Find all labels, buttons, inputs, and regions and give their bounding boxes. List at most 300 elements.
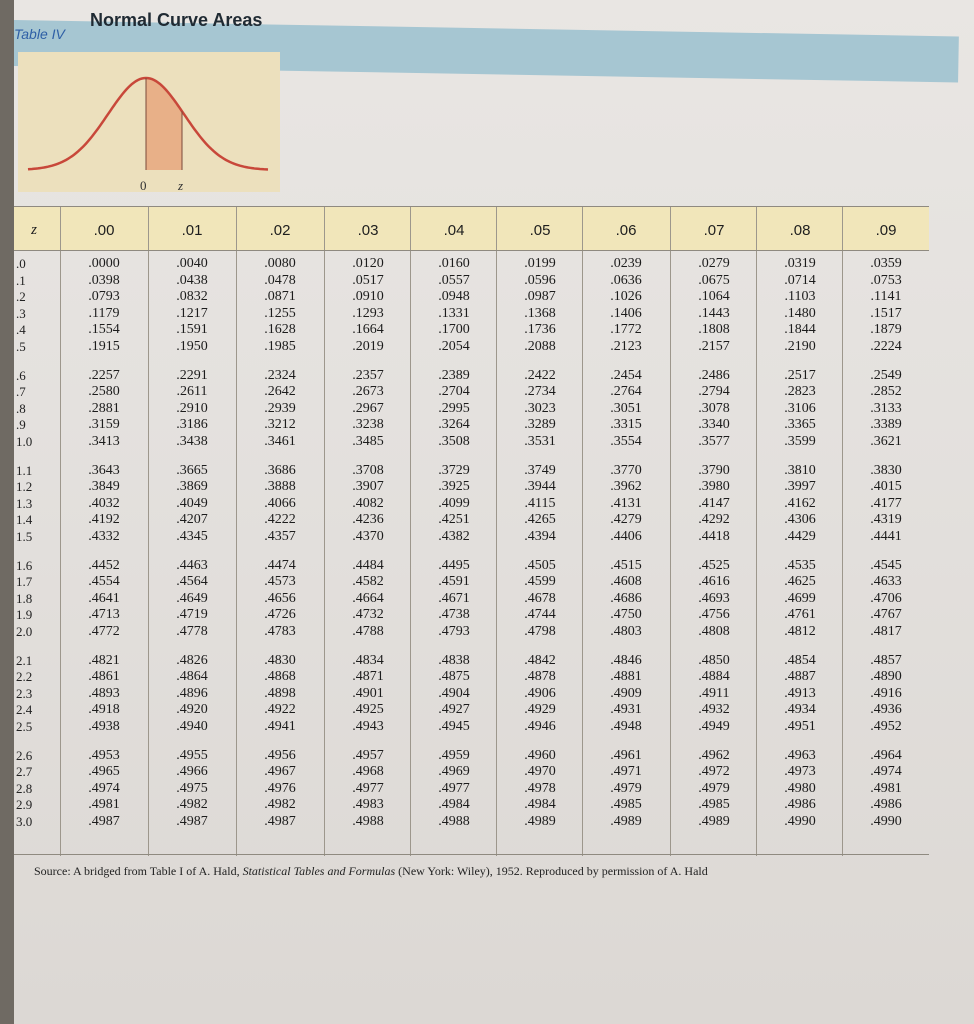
table-cell: .4887 [784,669,816,685]
table-cell: .2357 [352,367,384,383]
table-cell: .4319 [870,512,902,528]
z-value: .5 [16,339,26,354]
table-cell: .4970 [524,764,556,780]
z-value: 2.1 [16,652,33,668]
table-cell: .4890 [870,669,902,685]
table-cell: .4940 [176,719,208,734]
column-header: .08 [789,222,811,239]
table-cell: .3599 [784,434,816,449]
table-cell: .4738 [438,607,470,623]
table-cell: .3830 [870,462,902,478]
table-cell: .0080 [264,256,296,271]
table-cell: .4974 [88,780,120,796]
table-cell: .4706 [870,590,902,606]
table-cell: .4982 [176,797,208,813]
z-value: 1.0 [16,434,33,449]
table-cell: .4772 [88,624,120,639]
table-cell: .3888 [264,479,296,495]
table-cell: .4750 [610,607,642,623]
table-cell: .4981 [88,797,120,813]
table-cell: .4884 [698,669,730,685]
table-cell: .4713 [88,607,120,623]
table-cell: .1664 [352,322,384,338]
table-cell: .4830 [264,652,296,668]
table-cell: .4969 [438,764,470,780]
table-cell: .4979 [698,780,730,796]
table-cell: .4871 [352,669,384,685]
table-cell: .1406 [610,305,642,321]
table-cell: .4554 [88,574,120,590]
z-value: 2.4 [16,702,33,718]
table-cell: .4394 [524,529,556,544]
table-cell: .3212 [264,417,296,433]
table-cell: .4850 [698,652,730,668]
table-cell: .4963 [784,747,816,763]
table-cell: .4909 [610,685,642,701]
table-cell: .2734 [524,384,556,400]
table-cell: .4982 [264,797,296,813]
table-cell: .4207 [176,512,208,528]
table-cell: .4949 [698,719,730,734]
normal-curve-graphic [18,52,280,192]
normal-curve-table [14,206,929,856]
table-cell: .3708 [352,462,384,478]
column-header: .03 [357,222,379,239]
table-cell: .2517 [784,367,816,383]
table-cell: .4726 [264,607,296,623]
column-header: .02 [269,222,291,239]
table-cell: .4147 [698,495,730,511]
z-value: .6 [16,367,26,383]
table-cell: .4901 [352,685,384,701]
table-cell: .4987 [264,814,296,829]
table-cell: .1915 [88,339,120,354]
table-cell: .3810 [784,462,816,478]
table-cell: .4945 [438,719,470,734]
table-cell: .2549 [870,367,902,383]
table-cell: .3461 [264,434,296,449]
table-cell: .4599 [524,574,556,590]
z-value: 1.9 [16,607,33,623]
table-cell: .4922 [264,702,296,718]
table-cell: .0000 [88,256,120,271]
table-cell: .4854 [784,652,816,668]
table-cell: .1368 [524,305,556,321]
table-cell: .4904 [438,685,470,701]
column-divider [670,206,671,856]
table-cell: .2454 [610,367,642,383]
table-cell: .1293 [352,305,384,321]
table-cell: .4968 [352,764,384,780]
z-value: 1.2 [16,479,33,495]
table-cell: .1443 [698,305,730,321]
z-value: .0 [16,256,26,271]
table-cell: .4974 [870,764,902,780]
table-cell: .4857 [870,652,902,668]
table-cell: .0239 [610,256,642,271]
table-cell: .3106 [784,400,816,416]
table-cell: .4846 [610,652,642,668]
zero-label: 0 [140,178,147,193]
table-cell: .1103 [784,289,816,305]
column-header: .07 [703,222,725,239]
table-cell: .4985 [610,797,642,813]
table-cell: .4649 [176,590,208,606]
table-cell: .4099 [438,495,470,511]
table-cell: .2019 [352,339,384,354]
table-cell: .4693 [698,590,730,606]
table-cell: .4989 [610,814,642,829]
table-cell: .4582 [352,574,384,590]
table-cell: .4616 [698,574,730,590]
table-cell: .2088 [524,339,556,354]
table-cell: .2642 [264,384,296,400]
table-cell: .3485 [352,434,384,449]
column-header: .05 [529,222,551,239]
table-cell: .1217 [176,305,208,321]
z-value: 1.5 [16,529,33,544]
table-cell: .4959 [438,747,470,763]
column-header: .06 [615,222,637,239]
table-cell: .4495 [438,557,470,573]
table-cell: .3438 [176,434,208,449]
table-cell: .0160 [438,256,470,271]
z-label: z [178,178,184,193]
table-cell: .4978 [524,780,556,796]
column-divider [496,206,497,856]
table-cell: .0040 [176,256,208,271]
table-cell: .0987 [524,289,556,305]
table-cell: .4641 [88,590,120,606]
column-header: .04 [443,222,465,239]
table-cell: .4767 [870,607,902,623]
column-divider [842,206,843,856]
table-cell: .0596 [524,272,556,288]
table-cell: .3023 [524,400,556,416]
table-cell: .4961 [610,747,642,763]
z-value: 2.6 [16,747,33,763]
table-cell: .1554 [88,322,120,338]
table-cell: .4082 [352,495,384,511]
table-cell: .3849 [88,479,120,495]
table-cell: .4971 [610,764,642,780]
z-value: 2.5 [16,719,33,734]
table-cell: .4979 [610,780,642,796]
table-cell: .2324 [264,367,296,383]
table-cell: .4989 [698,814,730,829]
table-cell: .0675 [698,272,730,288]
table-cell: .1879 [870,322,902,338]
table-cell: .4826 [176,652,208,668]
table-cell: .4834 [352,652,384,668]
z-value: 2.9 [16,797,33,813]
table-cell: .4983 [352,797,384,813]
table-cell: .3729 [438,462,470,478]
z-value: 1.4 [16,512,33,528]
table-cell: .4406 [610,529,642,544]
normal-curve-figure [18,52,280,192]
table-cell: .4370 [352,529,384,544]
table-cell: .4962 [698,747,730,763]
table-cell: .4793 [438,624,470,639]
table-cell: .3159 [88,417,120,433]
table-cell: .4990 [784,814,816,829]
z-value: .7 [16,384,26,400]
table-cell: .4686 [610,590,642,606]
table-cell: .2123 [610,339,642,354]
table-cell: .4967 [264,764,296,780]
table-cell: .4192 [88,512,120,528]
column-divider [324,206,325,856]
table-cell: .4881 [610,669,642,685]
table-cell: .3078 [698,400,730,416]
column-header: .01 [181,222,203,239]
table-cell: .4049 [176,495,208,511]
table-cell: .2422 [524,367,556,383]
table-cell: .3962 [610,479,642,495]
table-cell: .2257 [88,367,120,383]
table-cell: .4719 [176,607,208,623]
table-cell: .4236 [352,512,384,528]
column-divider [582,206,583,856]
table-cell: .4515 [610,557,642,573]
table-cell: .0832 [176,289,208,305]
table-cell: .4474 [264,557,296,573]
column-divider [60,206,61,856]
table-cell: .3621 [870,434,902,449]
table-cell: .3686 [264,462,296,478]
table-cell: .4932 [698,702,730,718]
table-cell: .3577 [698,434,730,449]
z-value: 3.0 [16,814,33,829]
z-value: 2.7 [16,764,33,780]
z-value: .9 [16,417,26,433]
table-cell: .4817 [870,624,902,639]
table-cell: .4345 [176,529,208,544]
table-cell: .1950 [176,339,208,354]
table-cell: .4943 [352,719,384,734]
z-value: 2.3 [16,685,33,701]
table-cell: .2704 [438,384,470,400]
z-value: 2.0 [16,624,33,639]
table-cell: .3238 [352,417,384,433]
table-cell: .4633 [870,574,902,590]
table-label: Table IV [14,26,65,42]
table-cell: .4988 [352,814,384,829]
table-cell: .4975 [176,780,208,796]
table-top-rule [14,206,929,207]
table-cell: .4868 [264,669,296,685]
table-cell: .1255 [264,305,296,321]
table-cell: .4986 [870,797,902,813]
table-cell: .4783 [264,624,296,639]
table-cell: .4222 [264,512,296,528]
table-cell: .4864 [176,669,208,685]
z-value: 1.6 [16,557,33,573]
table-cell: .4976 [264,780,296,796]
table-cell: .4732 [352,607,384,623]
table-cell: .3665 [176,462,208,478]
table-cell: .2881 [88,400,120,416]
table-cell: .4918 [88,702,120,718]
table-cell: .3554 [610,434,642,449]
table-cell: .4936 [870,702,902,718]
table-cell: .3289 [524,417,556,433]
table-cell: .4838 [438,652,470,668]
table-cell: .4861 [88,669,120,685]
table-cell: .4357 [264,529,296,544]
z-value: 1.7 [16,574,33,590]
table-cell: .4463 [176,557,208,573]
table-cell: .3997 [784,479,816,495]
table-cell: .2823 [784,384,816,400]
table-cell: .2794 [698,384,730,400]
table-cell: .4951 [784,719,816,734]
table-cell: .2611 [176,384,208,400]
table-cell: .1331 [438,305,470,321]
table-cell: .0636 [610,272,642,288]
z-value: .8 [16,400,26,416]
table-cell: .4788 [352,624,384,639]
table-cell: .3340 [698,417,730,433]
table-cell: .3389 [870,417,902,433]
table-cell: .3365 [784,417,816,433]
table-cell: .3508 [438,434,470,449]
table-cell: .3907 [352,479,384,495]
table-cell: .4875 [438,669,470,685]
table-cell: .4916 [870,685,902,701]
table-cell: .4808 [698,624,730,639]
table-cell: .4842 [524,652,556,668]
table-cell: .1808 [698,322,730,338]
table-cell: .0438 [176,272,208,288]
table-cell: .2224 [870,339,902,354]
table-cell: .4812 [784,624,816,639]
table-cell: .4591 [438,574,470,590]
table-cell: .0714 [784,272,816,288]
table-cell: .4934 [784,702,816,718]
table-cell: .4821 [88,652,120,668]
z-value: .3 [16,305,26,321]
z-value: .4 [16,322,26,338]
table-cell: .2764 [610,384,642,400]
table-cell: .4306 [784,512,816,528]
table-cell: .4664 [352,590,384,606]
table-cell: .1026 [610,289,642,305]
table-cell: .4988 [438,814,470,829]
table-cell: .4972 [698,764,730,780]
z-value: 1.3 [16,495,33,511]
table-cell: .4957 [352,747,384,763]
table-cell: .4535 [784,557,816,573]
table-cell: .0871 [264,289,296,305]
table-cell: .1591 [176,322,208,338]
table-cell: .0517 [352,272,384,288]
table-cell: .0910 [352,289,384,305]
table-cell: .1179 [88,305,120,321]
table-cell: .4986 [784,797,816,813]
column-header: .00 [93,222,115,239]
table-cell: .4985 [698,797,730,813]
table-cell: .4545 [870,557,902,573]
table-cell: .4382 [438,529,470,544]
table-cell: .4955 [176,747,208,763]
table-cell: .2157 [698,339,730,354]
table-cell: .0279 [698,256,730,271]
table-cell: .4678 [524,590,556,606]
table-cell: .4973 [784,764,816,780]
table-cell: .4941 [264,719,296,734]
z-value: 2.8 [16,780,33,796]
table-cell: .4032 [88,495,120,511]
z-column-header: z [31,222,37,238]
table-cell: .4938 [88,719,120,734]
table-cell: .1064 [698,289,730,305]
table-cell: .4452 [88,557,120,573]
table-cell: .2389 [438,367,470,383]
table-bottom-rule [14,854,929,855]
source-suffix: (New York: Wiley), 1952. Reproduced by permission of A. Hald [395,864,708,878]
table-cell: .3790 [698,462,730,478]
table-cell: .3643 [88,462,120,478]
table-cell: .2486 [698,367,730,383]
table-cell: .2852 [870,384,902,400]
table-cell: .4913 [784,685,816,701]
table-cell: .4162 [784,495,816,511]
table-cell: .1985 [264,339,296,354]
table-cell: .1700 [438,322,470,338]
table-cell: .0319 [784,256,816,271]
textbook-page [14,0,974,1024]
table-cell: .4656 [264,590,296,606]
table-cell: .1517 [870,305,902,321]
table-cell: .0359 [870,256,902,271]
table-cell: .4803 [610,624,642,639]
table-cell: .4893 [88,685,120,701]
table-cell: .4441 [870,529,902,544]
z-value: .1 [16,272,26,288]
column-divider [236,206,237,856]
table-cell: .3980 [698,479,730,495]
table-cell: .3264 [438,417,470,433]
table-cell: .3925 [438,479,470,495]
table-cell: .4115 [524,495,556,511]
table-cell: .4429 [784,529,816,544]
table-cell: .0557 [438,272,470,288]
column-divider [148,206,149,856]
table-cell: .4798 [524,624,556,639]
table-cell: .4279 [610,512,642,528]
table-cell: .4953 [88,747,120,763]
table-cell: .4980 [784,780,816,796]
table-cell: .4625 [784,574,816,590]
table-cell: .1141 [870,289,902,305]
table-cell: .2967 [352,400,384,416]
table-cell: .4898 [264,685,296,701]
table-cell: .4931 [610,702,642,718]
table-cell: .4925 [352,702,384,718]
table-cell: .4984 [438,797,470,813]
table-cell: .0120 [352,256,384,271]
table-cell: .4956 [264,747,296,763]
table-cell: .0199 [524,256,556,271]
table-cell: .2580 [88,384,120,400]
table-cell: .2190 [784,339,816,354]
table-cell: .2291 [176,367,208,383]
table-cell: .4990 [870,814,902,829]
table-cell: .0793 [88,289,120,305]
table-cell: .4948 [610,719,642,734]
